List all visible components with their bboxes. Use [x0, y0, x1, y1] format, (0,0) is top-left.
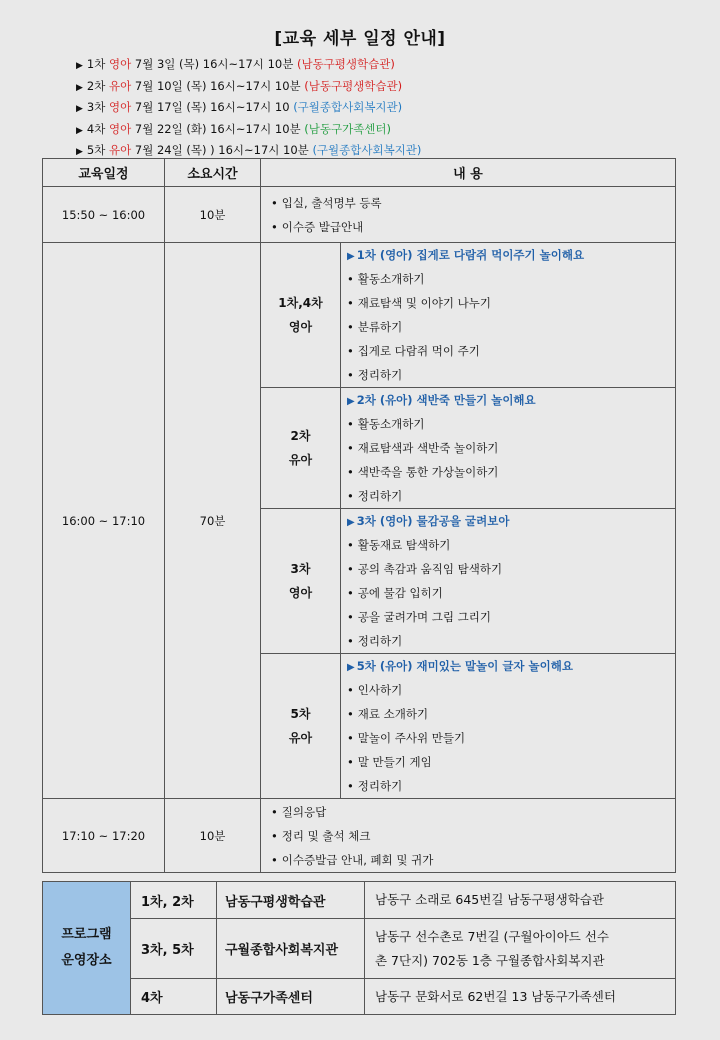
- triangle-right-icon: ▶: [347, 251, 355, 262]
- arrow-right-icon: ▶: [76, 147, 83, 157]
- triangle-right-icon: ▶: [347, 517, 355, 528]
- list-item: • 입실, 출석명부 등록: [271, 195, 382, 210]
- session-date: 7월 10일 (목) 16시~17시 10분: [134, 78, 301, 93]
- schedule-row-outro: [43, 799, 676, 873]
- session-list: [76, 55, 421, 163]
- list-item: • 정리하기: [347, 489, 403, 503]
- list-item: • 재료탐색과 색반죽 놀이하기: [347, 441, 499, 455]
- venue-row-2: [43, 919, 676, 979]
- list-item: • 정리하기: [347, 779, 403, 793]
- session-date: 7월 22일 (화) 16시~17시 10분: [134, 121, 301, 136]
- block-content-2: [341, 388, 676, 509]
- list-item: • 말놀이 주사위 만들기: [347, 731, 466, 745]
- session-venue: (구월종합사회복지관): [293, 100, 403, 114]
- list-item: • 분류하기: [347, 320, 403, 334]
- header-content: 내 용: [261, 159, 676, 187]
- list-item: • 재료 소개하기: [347, 707, 429, 721]
- block-heading: ▶ 1차 (영아) 집게로 다람쥐 먹이주기 놀이해요: [347, 248, 585, 262]
- session-item-4: ▶ 4차 영아 7월 22일 (화) 16시~17시 10분 (남동구가족센터): [76, 121, 392, 136]
- list-item: • 재료탐색 및 이야기 나누기: [347, 296, 491, 310]
- triangle-right-icon: ▶: [347, 662, 355, 673]
- venue-round: 4차: [131, 979, 217, 1015]
- venue-table: [42, 881, 676, 1015]
- session-venue: (남동구가족센터): [304, 121, 392, 136]
- header-date: 교육일정: [43, 159, 165, 187]
- main-duration: 70분: [165, 243, 261, 799]
- venue-address: 남동구 문화서로 62번길 13 남동구가족센터: [365, 979, 676, 1015]
- outro-duration: 10분: [165, 799, 261, 873]
- outro-time: 17:10 ~ 17:20: [43, 799, 165, 873]
- block-heading: ▶ 2차 (유아) 색반죽 만들기 놀이해요: [347, 393, 536, 407]
- list-item: • 공에 물감 입히기: [347, 586, 443, 600]
- arrow-right-icon: ▶: [76, 61, 83, 71]
- schedule-row-intro: [43, 187, 676, 243]
- arrow-right-icon: ▶: [76, 82, 83, 93]
- session-group: 유아: [109, 143, 132, 157]
- arrow-right-icon: ▶: [76, 125, 83, 136]
- list-item: • 이수증발급 안내, 폐회 및 귀가: [271, 852, 434, 867]
- session-item-3: ▶ 3차 영아 7월 17일 (목) 16시~17시 10 (구월종합사회복지관): [76, 100, 403, 114]
- outro-content: [261, 799, 676, 873]
- session-item-5: ▶ 5차 유아 7월 24일 (목) ) 16시~17시 10분 (구월종합사회복지관): [76, 143, 422, 157]
- list-item: • 색반죽을 통한 가상놀이하기: [347, 465, 499, 479]
- venue-round: 1차, 2차: [131, 882, 217, 919]
- intro-content: [261, 187, 676, 243]
- session-venue: (구월종합사회복지관): [312, 143, 422, 157]
- list-item: • 정리하기: [347, 634, 403, 648]
- venue-name: 남동구평생학습관: [217, 882, 365, 919]
- arrow-right-icon: ▶: [76, 104, 83, 114]
- list-item: • 질의응답: [271, 804, 327, 819]
- block-round-2: 2차 유아: [261, 388, 341, 509]
- session-date: 7월 17일 (목) 16시~17시 10: [134, 100, 290, 114]
- venue-round: 3차, 5차: [131, 919, 217, 979]
- intro-time: 15:50 ~ 16:00: [43, 187, 165, 243]
- block-heading: ▶ 5차 (유아) 재미있는 말놀이 글자 놀이해요: [347, 659, 573, 673]
- intro-duration: 10분: [165, 187, 261, 243]
- schedule-table: [42, 158, 676, 873]
- venue-name: 구월종합사회복지관: [217, 919, 365, 979]
- venue-row-3: [43, 979, 676, 1015]
- list-item: • 공을 굴려가며 그림 그리기: [347, 610, 491, 624]
- session-date: 7월 24일 (목) ) 16시~17시 10분: [134, 143, 309, 157]
- session-group: 영아: [109, 57, 132, 71]
- session-group: 영아: [109, 100, 132, 114]
- block-heading: ▶ 3차 (영아) 물감공을 굴려보아: [347, 514, 510, 528]
- page-title: [교육 세부 일정 안내]: [274, 29, 446, 49]
- schedule-row-main-1: [43, 243, 676, 388]
- session-group: 영아: [109, 121, 132, 136]
- venue-name: 남동구가족센터: [217, 979, 365, 1015]
- venue-row-1: [43, 882, 676, 919]
- list-item: • 활동소개하기: [347, 272, 425, 286]
- triangle-right-icon: ▶: [347, 396, 355, 407]
- session-venue: (남동구평생학습관): [296, 57, 395, 71]
- session-date: 7월 3일 (목) 16시~17시 10분: [134, 57, 294, 71]
- session-venue: (남동구평생학습관): [304, 78, 403, 93]
- list-item: • 말 만들기 게임: [347, 755, 432, 769]
- main-time: 16:00 ~ 17:10: [43, 243, 165, 799]
- block-content-3: [341, 509, 676, 654]
- venue-address: 남동구 선수촌로 7번길 (구월아이아드 선수 촌 7단지) 702동 1층 구월종합사회복지관: [365, 919, 676, 979]
- block-round-3: 3차 영아: [261, 509, 341, 654]
- list-item: • 공의 촉감과 움직임 탐색하기: [347, 562, 503, 576]
- session-group: 유아: [109, 78, 132, 93]
- list-item: • 이수증 발급안내: [271, 219, 364, 234]
- list-item: • 인사하기: [347, 683, 403, 697]
- list-item: • 정리하기: [347, 368, 403, 382]
- venue-label: 프로그램 운영장소: [43, 882, 131, 1015]
- header-duration: 소요시간: [165, 159, 261, 187]
- block-round-1: 1차,4차 영아: [261, 243, 341, 388]
- list-item: • 활동소개하기: [347, 417, 425, 431]
- block-content-1: [341, 243, 676, 388]
- list-item: • 활동재료 탐색하기: [347, 538, 451, 552]
- schedule-header-row: [43, 159, 676, 187]
- session-item-1: ▶ 1차 영아 7월 3일 (목) 16시~17시 10분 (남동구평생학습관): [76, 57, 395, 71]
- list-item: • 정리 및 출석 체크: [271, 828, 371, 843]
- block-round-4: 5차 유아: [261, 654, 341, 799]
- session-item-2: ▶ 2차 유아 7월 10일 (목) 16시~17시 10분 (남동구평생학습관): [76, 78, 403, 93]
- list-item: • 집게로 다람쥐 먹이 주기: [347, 344, 480, 358]
- venue-address: 남동구 소래로 645번길 남동구평생학습관: [365, 882, 676, 919]
- block-content-4: [341, 654, 676, 799]
